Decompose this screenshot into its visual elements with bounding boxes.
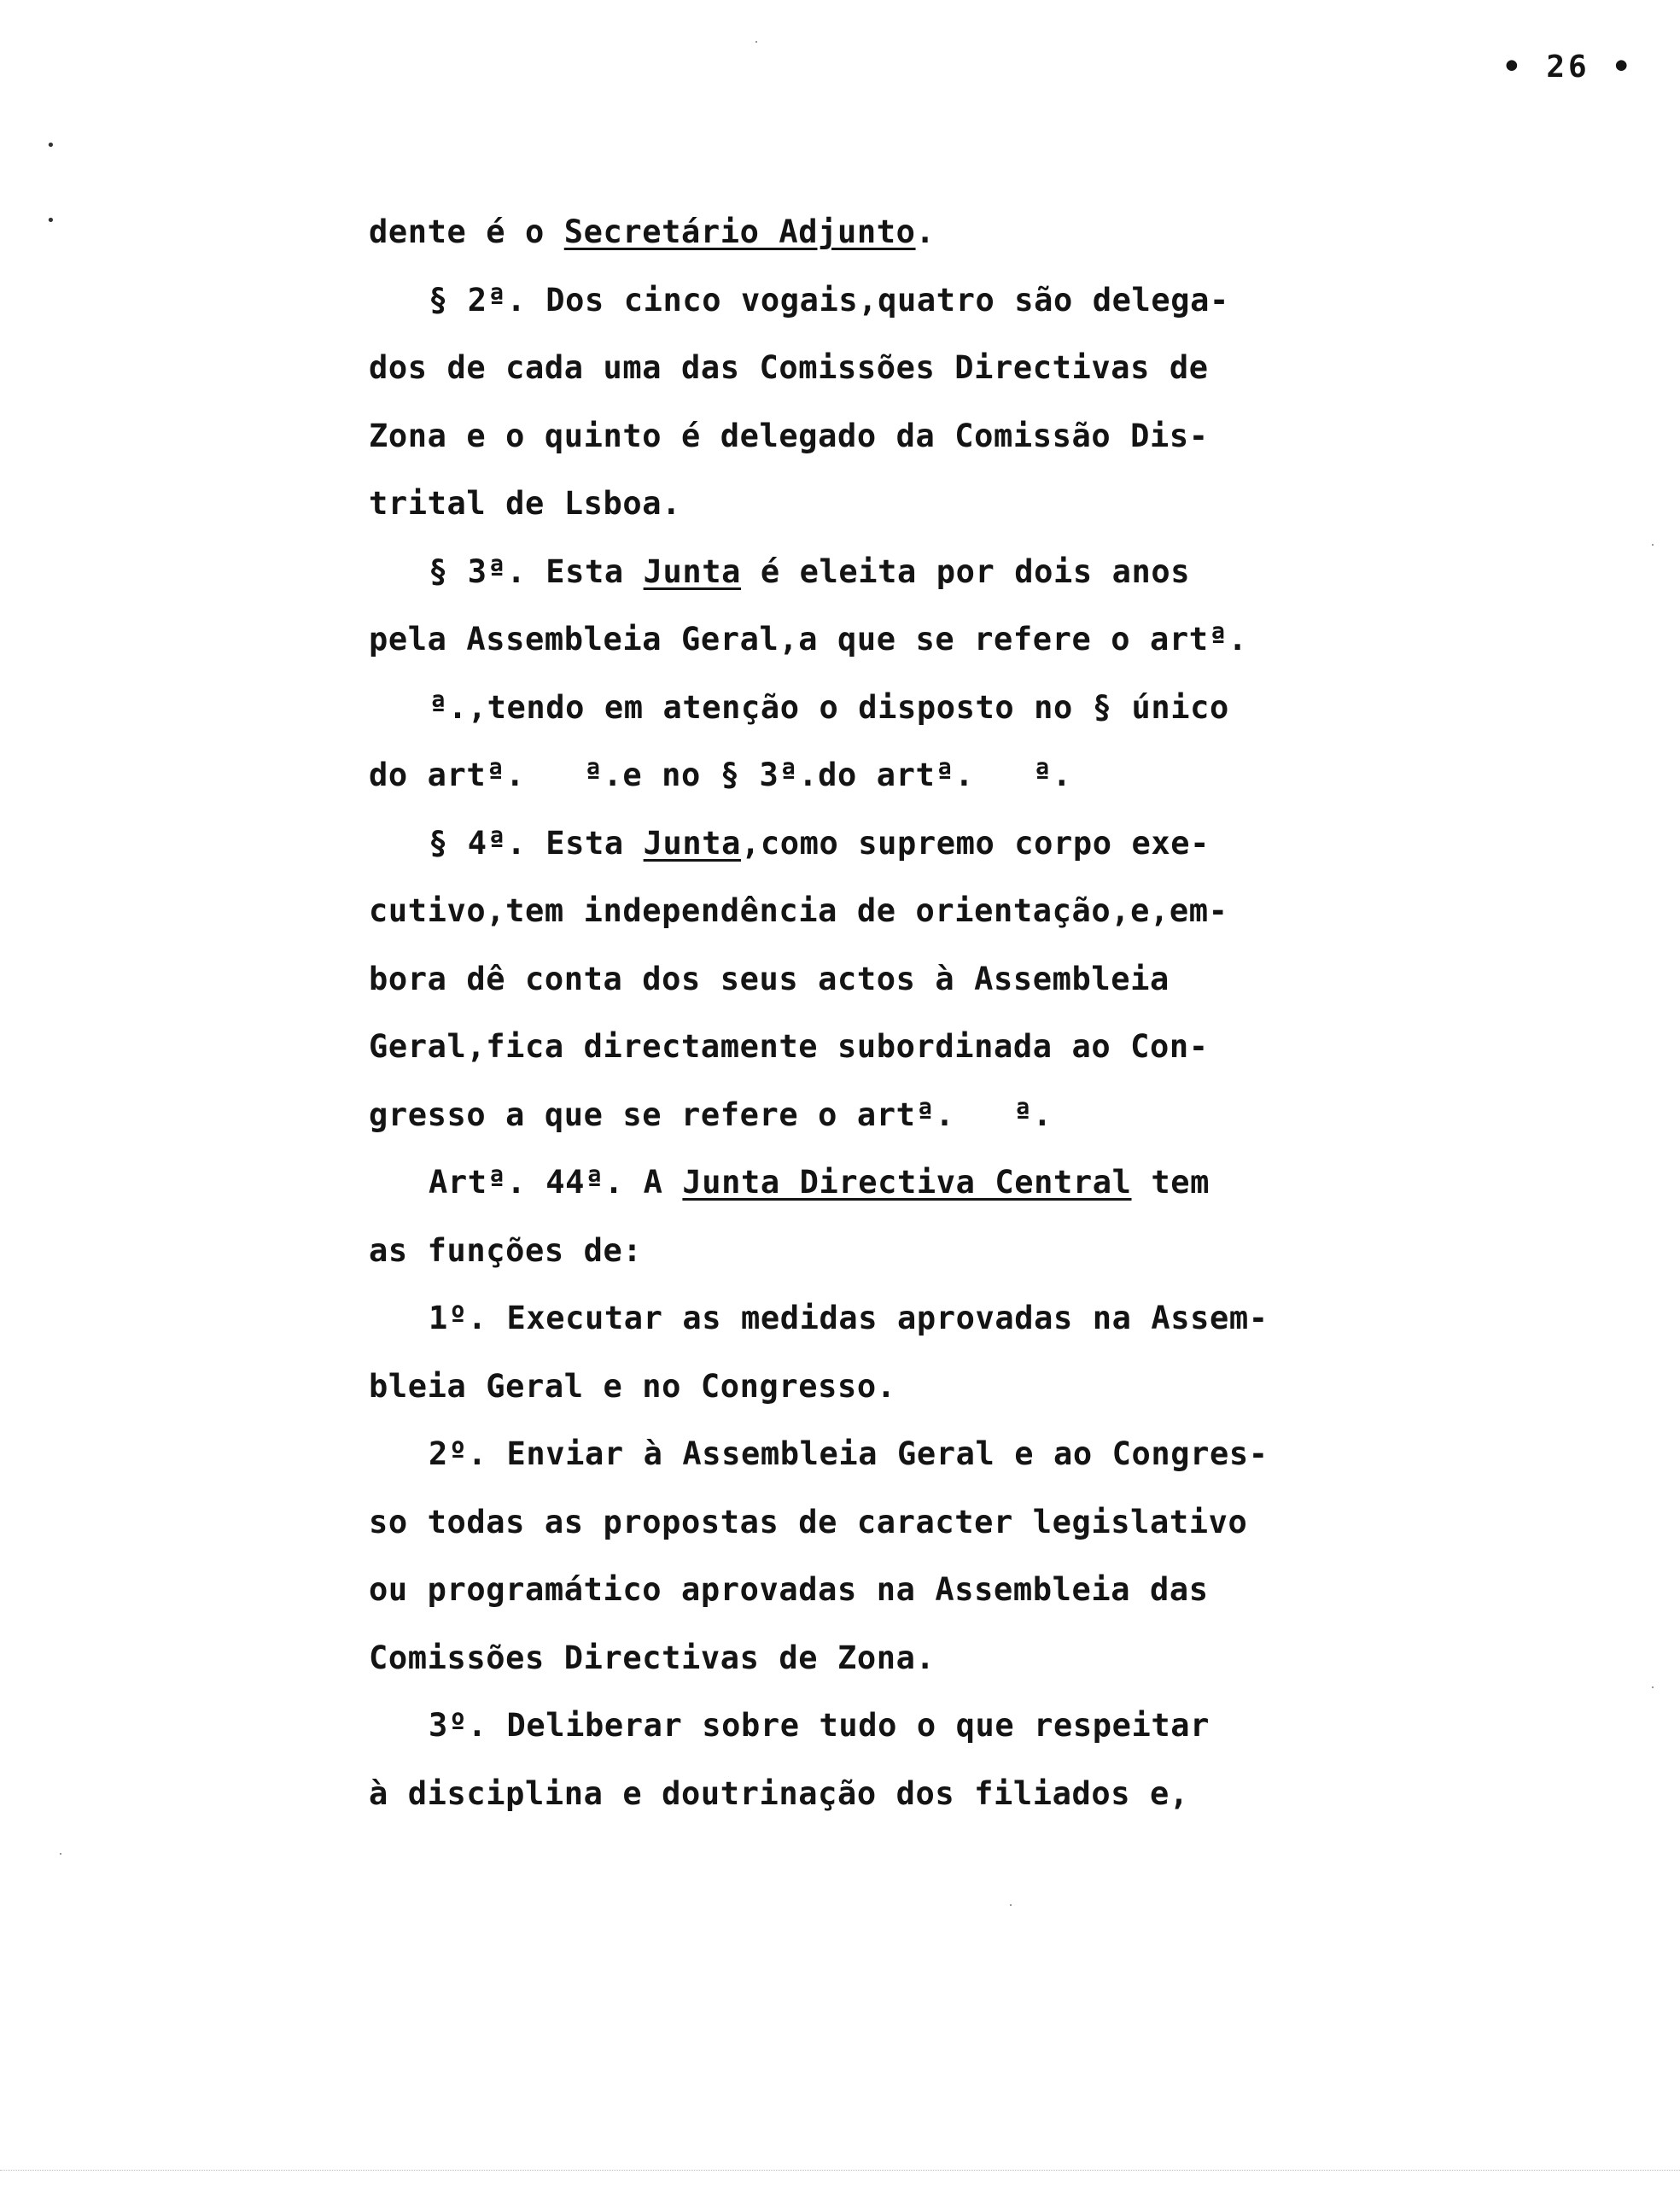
- scan-speck: [755, 41, 757, 43]
- scan-speck: [60, 1853, 61, 1855]
- text-run: dente é o: [369, 213, 564, 250]
- text-line: [369, 1353, 1376, 1421]
- margin-mark: •: [46, 137, 55, 155]
- text-run: bora dê conta dos seus actos à Assembleia: [369, 960, 1170, 997]
- text-run: ª.,tendo em atenção o disposto no § único: [429, 688, 1229, 726]
- underlined-term: Junta: [643, 552, 742, 590]
- scan-speck: [1010, 1904, 1012, 1906]
- text-run: 1º. Executar as medidas aprovadas na Assem-: [429, 1300, 1269, 1336]
- text-line: [369, 877, 1376, 945]
- text-run: Artª. 44ª. A: [429, 1164, 683, 1201]
- text-run: ou programático aprovadas na Assembleia das: [369, 1571, 1209, 1608]
- text-line: [369, 1692, 1376, 1760]
- text-line: [369, 334, 1376, 402]
- text-line: [369, 1760, 1376, 1828]
- text-line: [369, 198, 1376, 266]
- text-run: Zona e o quinto é delegado da Comissão Dis-: [369, 417, 1209, 454]
- text-line: [369, 1149, 1376, 1217]
- text-run: Comissões Directivas de Zona.: [369, 1639, 936, 1676]
- text-line: [369, 945, 1376, 1014]
- text-line: [369, 605, 1376, 674]
- text-run: 2º. Enviar à Assembleia Geral e ao Congres-: [429, 1435, 1269, 1472]
- text-line: [369, 1284, 1376, 1353]
- text-run: cutivo,tem independência de orientação,e,em-: [369, 892, 1228, 929]
- text-run: § 4ª. Esta: [429, 824, 644, 862]
- text-run: Geral,fica directamente subordinada ao Con-: [369, 1028, 1209, 1065]
- text-line: [369, 741, 1376, 810]
- text-line: [369, 266, 1376, 335]
- text-line: [369, 1556, 1376, 1624]
- underlined-term: Secretário Adjunto: [563, 213, 916, 250]
- text-line: [369, 538, 1376, 606]
- underlined-term: Junta: [643, 824, 742, 862]
- text-run: gresso a que se refere o artª. ª.: [369, 1096, 1053, 1133]
- text-line: [369, 1624, 1376, 1692]
- text-line: [369, 402, 1376, 471]
- text-run: ,como supremo corpo exe-: [741, 824, 1210, 862]
- text-run: trital de Lsboa.: [369, 485, 682, 522]
- text-run: bleia Geral e no Congresso.: [369, 1367, 896, 1405]
- scan-speck: [1652, 544, 1654, 546]
- text-line: [369, 1488, 1376, 1557]
- scan-edge-noise: [0, 2170, 1680, 2174]
- underlined-term: Junta Directiva Central: [682, 1164, 1132, 1201]
- document-body: [369, 198, 1376, 1827]
- text-run: § 3ª. Esta: [429, 552, 644, 590]
- text-line: [369, 1081, 1376, 1149]
- text-run: as funções de:: [369, 1231, 643, 1269]
- text-run: tem: [1131, 1164, 1210, 1201]
- text-run: à disciplina e doutrinação dos filiados e,: [369, 1774, 1189, 1812]
- scan-speck: [1652, 1686, 1654, 1688]
- text-line: [369, 470, 1376, 538]
- text-run: 3º. Deliberar sobre tudo o que respeitar: [429, 1707, 1210, 1744]
- text-run: .: [915, 213, 936, 250]
- page-number: • 26 •: [1502, 50, 1635, 85]
- text-line: [369, 1013, 1376, 1081]
- text-run: dos de cada uma das Comissões Directivas de: [369, 349, 1209, 386]
- text-run: § 2ª. Dos cinco vogais,quatro são delega-: [429, 281, 1229, 319]
- margin-mark: •: [46, 212, 55, 230]
- text-line: [369, 1420, 1376, 1488]
- text-run: pela Assembleia Geral,a que se refere o artª.: [369, 621, 1248, 658]
- text-run: do artª. ª.e no § 3ª.do artª. ª.: [369, 757, 1072, 793]
- text-run: é eleita por dois anos: [741, 552, 1191, 590]
- text-line: [369, 810, 1376, 878]
- text-run: so todas as propostas de caracter legislativo: [369, 1503, 1248, 1540]
- text-line: [369, 674, 1376, 742]
- text-line: [369, 1217, 1376, 1285]
